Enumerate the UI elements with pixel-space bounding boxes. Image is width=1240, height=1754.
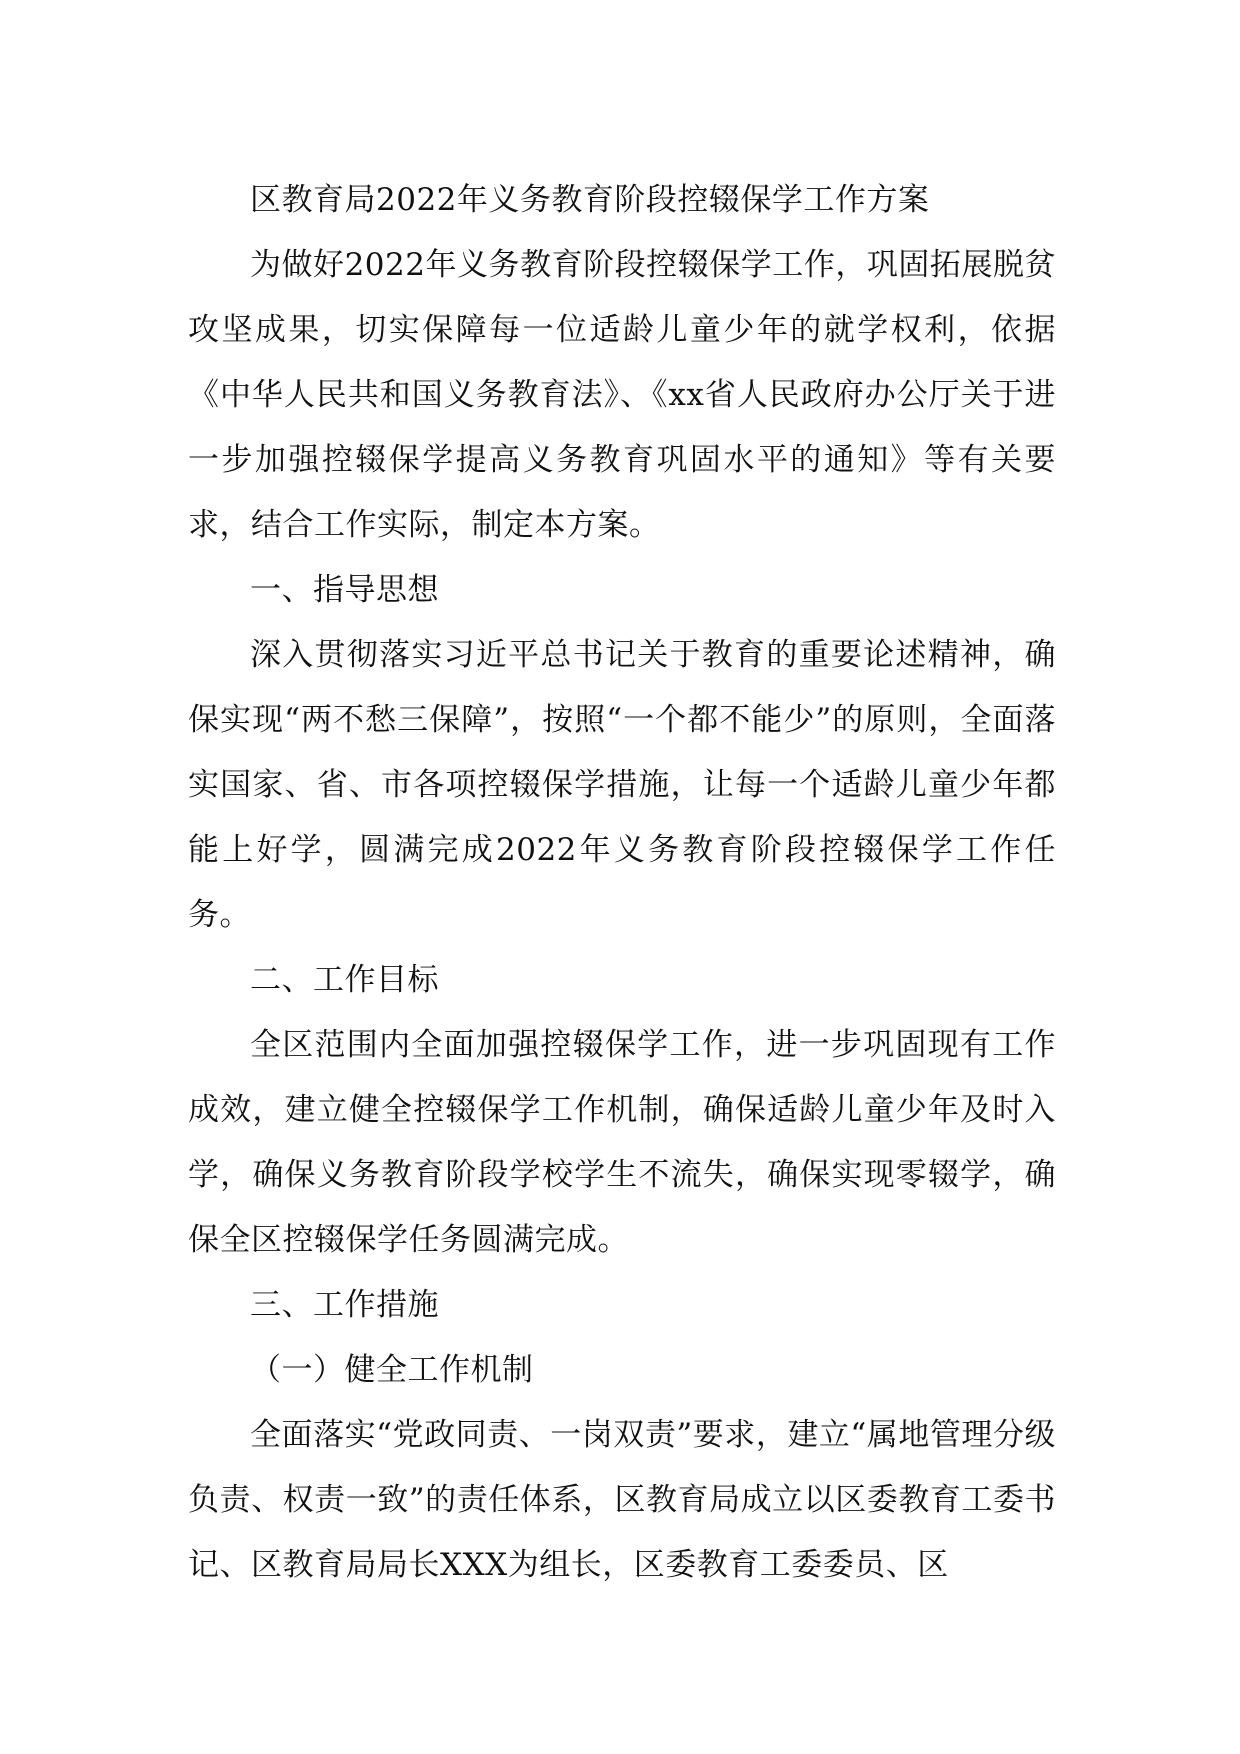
section-heading-work-goals: 二、工作目标 — [250, 962, 439, 998]
section-heading-guiding-ideology: 一、指导思想 — [250, 572, 439, 608]
document-body — [188, 168, 1056, 1598]
subsection-heading-mechanism: （一）健全工作机制 — [250, 1352, 534, 1388]
intro-paragraph: 为做好2022年义务教育阶段控辍保学工作，巩固拓展脱贫攻坚成果，切实保障每一位适龄儿童少年的就学权利，依据《中华人民共和国义务教育法》、《xx省人民政府办公厅关于进一步加强控辍保学提高义务教育巩固水平的通知》等有关要求，结合工作实际，制定本方案。 — [188, 247, 1056, 543]
document-title: 区教育局2022年义务教育阶段控辍保学工作方案 — [250, 182, 930, 218]
mechanism-paragraph: 全面落实“党政同责、一岗双责”要求，建立“属地管理分级负责、权责一致”的责任体系，区教育局成立以区委教育工委书记、区教育局局长XXX为组长，区委教育工委委员、区 — [188, 1417, 1056, 1583]
guiding-ideology-paragraph: 深入贯彻落实习近平总书记关于教育的重要论述精神，确保实现“两不愁三保障”，按照“一个都不能少”的原则，全面落实国家、省、市各项控辍保学措施，让每一个适龄儿童少年都能上好学，圆满完成2022年义务教育阶段控辍保学工作任务。 — [188, 637, 1056, 933]
section-heading-work-measures: 三、工作措施 — [250, 1287, 439, 1323]
work-goals-paragraph: 全区范围内全面加强控辍保学工作，进一步巩固现有工作成效，建立健全控辍保学工作机制，确保适龄儿童少年及时入学，确保义务教育阶段学校学生不流失，确保实现零辍学，确保全区控辍保学任务圆满完成。 — [188, 1027, 1056, 1258]
